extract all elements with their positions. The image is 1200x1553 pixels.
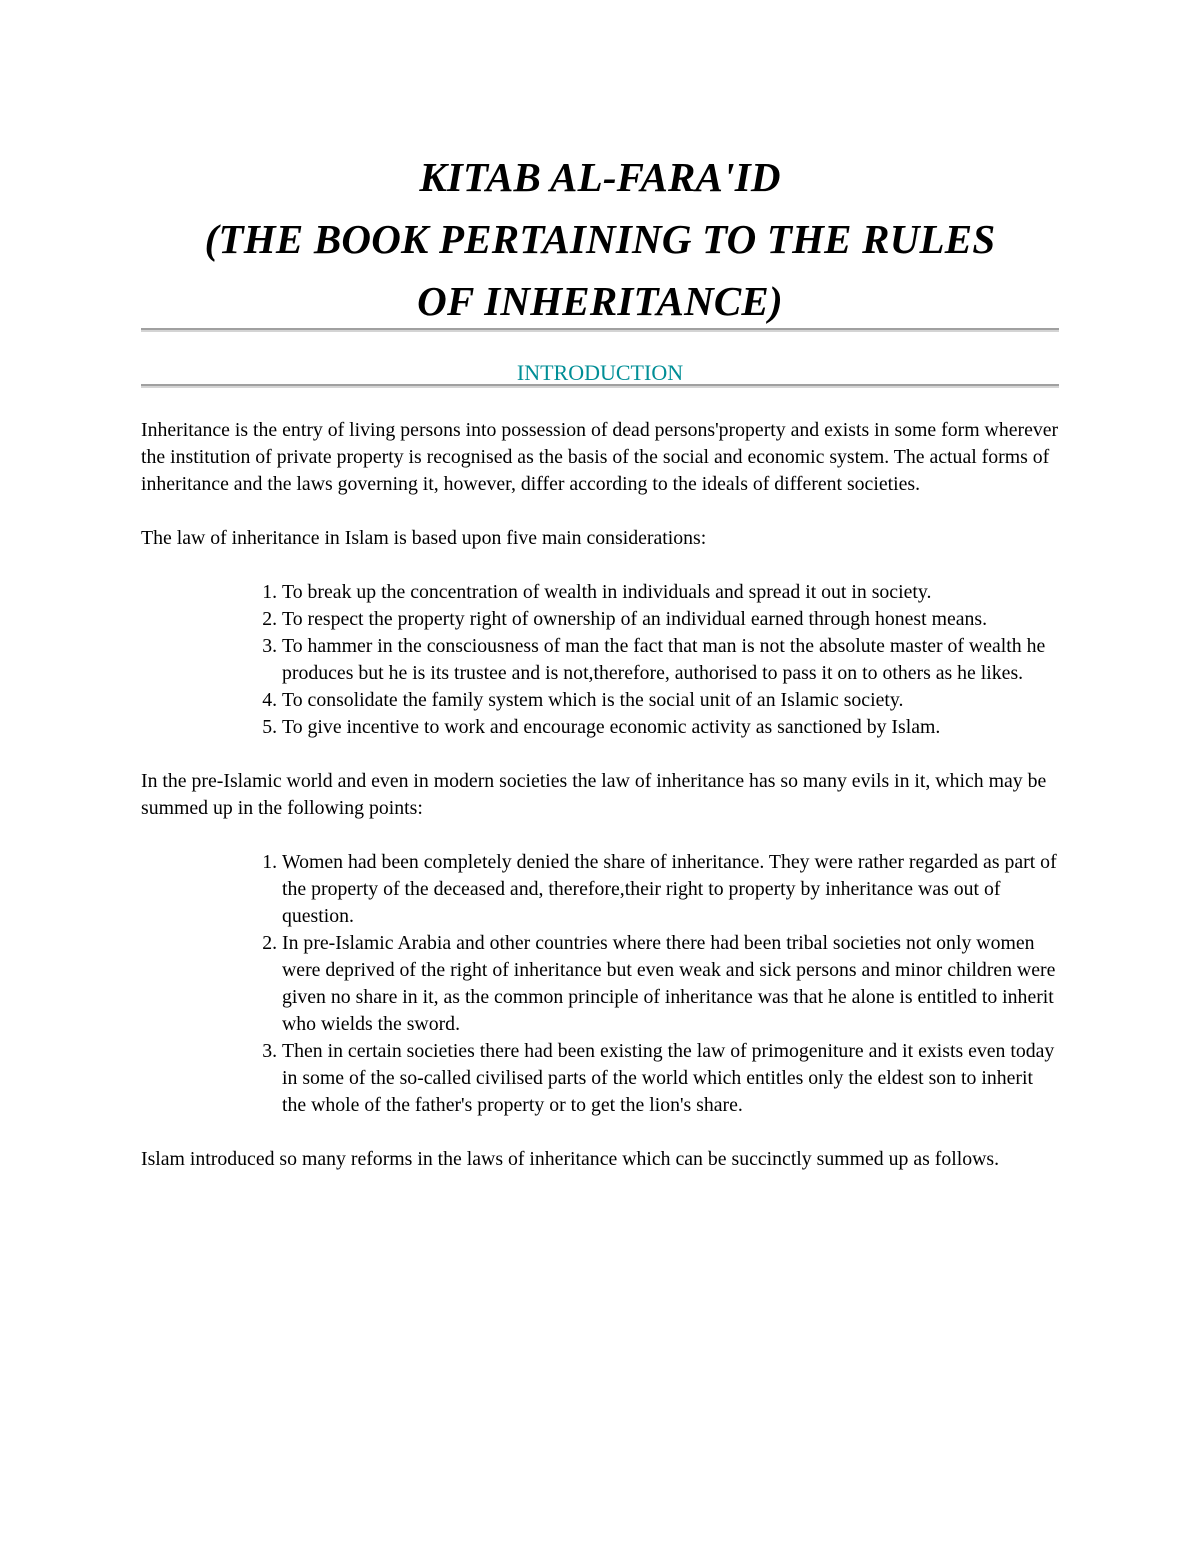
list-item: 2. To respect the property right of ownership of an individual earned through honest means. xyxy=(282,606,1059,633)
document-title xyxy=(141,146,1059,332)
paragraph: The law of inheritance in Islam is based upon five main considerations: xyxy=(141,527,707,549)
horizontal-divider xyxy=(141,384,1059,388)
paragraph: Islam introduced so many reforms in the laws of inheritance which can be succinctly summed up as follows. xyxy=(141,1148,1000,1170)
list-item: 1. Women had been completely denied the share of inheritance. They were rather regarded as part of the property of the deceased and, therefore,their right to property by inheritance was out of question. xyxy=(282,849,1059,930)
title-line: KITAB AL-FARA'ID xyxy=(419,154,781,200)
title-line: OF INHERITANCE) xyxy=(417,278,783,324)
list-item: 4. To consolidate the family system which is the social unit of an Islamic society. xyxy=(282,687,1059,714)
paragraph: In the pre-Islamic world and even in modern societies the law of inheritance has so many evils in it, which may be summed up in the following points: xyxy=(141,770,1047,819)
paragraph: Inheritance is the entry of living persons into possession of dead persons'property and exists in some form wherever the institution of private property is recognised as the basis of the social and economic system. The actual forms of inheritance and the laws governing it, however, differ according to the ideals of different societies. xyxy=(141,419,1059,495)
document-body xyxy=(141,417,1059,1200)
list-item: 5. To give incentive to work and encourage economic activity as sanctioned by Islam. xyxy=(282,714,1059,741)
title-line: (THE BOOK PERTAINING TO THE RULES xyxy=(204,216,996,262)
evils-list xyxy=(141,849,1059,1119)
section-heading: INTRODUCTION xyxy=(516,360,684,385)
list-item: 3. To hammer in the consciousness of man the fact that man is not the absolute master of wealth he produces but he is its trustee and is not,therefore, authorised to pass it on to others as he likes. xyxy=(282,633,1059,687)
list-item: 1. To break up the concentration of wealth in individuals and spread it out in society. xyxy=(282,579,1059,606)
horizontal-divider xyxy=(141,328,1059,332)
list-item: 3. Then in certain societies there had been existing the law of primogeniture and it exists even today in some of the so-called civilised parts of the world which entitles only the eldest son to inherit the whole of the father's property or to get the lion's share. xyxy=(282,1038,1059,1119)
list-item: 2. In pre-Islamic Arabia and other countries where there had been tribal societies not only women were deprived of the right of inheritance but even weak and sick persons and minor children were given no share in it, as the common principle of inheritance was that he alone is entitled to inherit who wields the sword. xyxy=(282,930,1059,1038)
considerations-list xyxy=(141,579,1059,741)
